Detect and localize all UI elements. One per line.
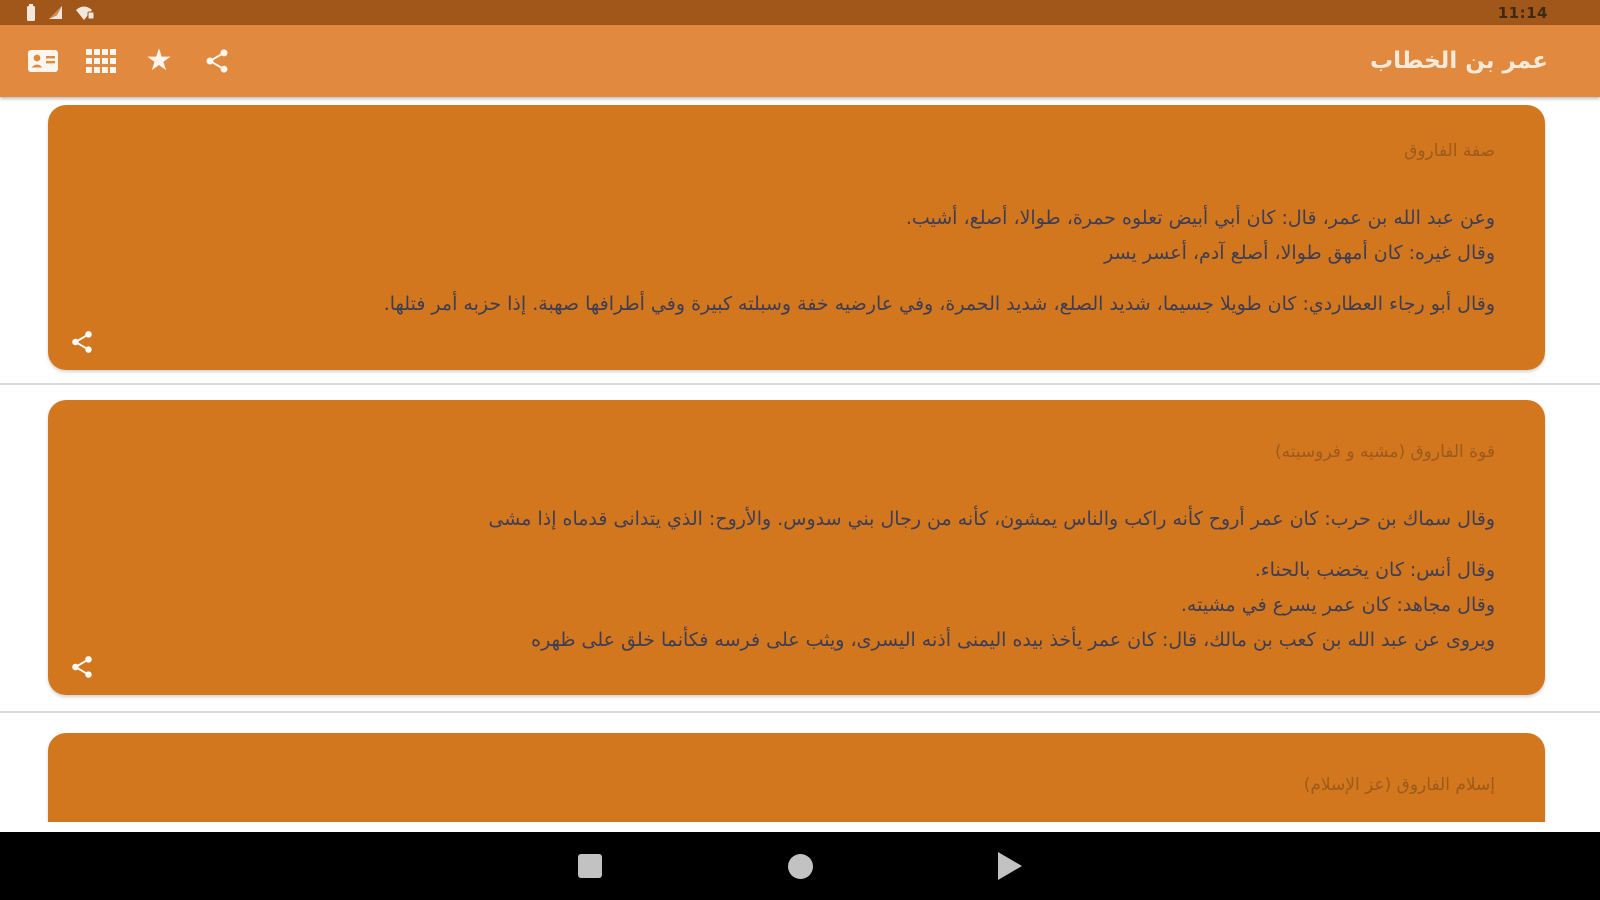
list-divider xyxy=(0,383,1600,385)
card-sifat-alfarouq[interactable] xyxy=(48,105,1545,370)
card-text-line: وقال أبو رجاء العطاردي: كان طويلا جسيما، شديد الصلع، شديد الحمرة، وفي عارضيه خفة وسبلته كبيرة وفي أطرافها صهبة. إذا حزبه أمر فتلها. xyxy=(383,293,1495,315)
status-bar xyxy=(0,0,1600,25)
status-icons xyxy=(25,4,95,22)
back-triangle-icon xyxy=(998,852,1022,880)
apps-grid-icon[interactable] xyxy=(83,43,119,79)
back-button[interactable] xyxy=(990,846,1030,886)
battery-icon xyxy=(25,4,37,22)
card-text-line: ويروى عن عبد الله بن كعب بن مالك، قال: كان عمر يأخذ بيده اليمنى أذنه اليسرى، ويثب على فرسه فكأنما خلق على ظهره xyxy=(531,629,1495,651)
card-quwwat-alfarouq[interactable] xyxy=(48,400,1545,695)
card-title: صفة الفاروق xyxy=(1404,141,1495,161)
star-glyph: ★ xyxy=(145,44,173,77)
bottom-white-strip xyxy=(0,822,1600,832)
card-text-line: وقال غيره: كان أمهق طوالا، أصلع آدم، أعسر يسر xyxy=(1104,242,1495,264)
page-title: عمر بن الخطاب xyxy=(1369,48,1548,74)
card-text-line: وقال أنس: كان يخضب بالحناء. xyxy=(1254,559,1495,581)
recents-square-icon xyxy=(578,854,602,878)
home-circle-icon xyxy=(788,854,813,879)
app-bar-actions xyxy=(25,43,235,79)
android-nav-bar xyxy=(0,832,1600,900)
card-text-line: وقال مجاهد: كان عمر يسرع في مشيته. xyxy=(1180,594,1495,616)
cellular-signal-icon xyxy=(47,4,65,22)
app-bar xyxy=(0,25,1600,97)
star-icon[interactable] xyxy=(141,43,177,79)
share-icon[interactable] xyxy=(62,322,102,362)
status-time: 11:14 xyxy=(1497,3,1548,22)
card-title: قوة الفاروق (مشيه و فروسيته) xyxy=(1274,442,1495,462)
recents-button[interactable] xyxy=(570,846,610,886)
card-text-line: وعن عبد الله بن عمر، قال: كان أبي أبيض تعلوه حمرة، طوالا، أصلع، أشيب. xyxy=(905,207,1495,229)
contact-card-icon[interactable] xyxy=(25,43,61,79)
card-title: إسلام الفاروق (عز الإسلام) xyxy=(1303,775,1495,795)
home-button[interactable] xyxy=(780,846,820,886)
network-alert-icon xyxy=(75,4,95,22)
content-list xyxy=(0,97,1600,822)
card-islam-alfarouq[interactable] xyxy=(48,733,1545,822)
share-icon[interactable] xyxy=(199,43,235,79)
share-icon[interactable] xyxy=(62,647,102,687)
list-divider xyxy=(0,711,1600,713)
card-text-line: وقال سماك بن حرب: كان عمر أروح كأنه راكب والناس يمشون، كأنه من رجال بني سدوس. والأروح: الذي يتدانى قدماه إذا مشى xyxy=(488,508,1495,530)
